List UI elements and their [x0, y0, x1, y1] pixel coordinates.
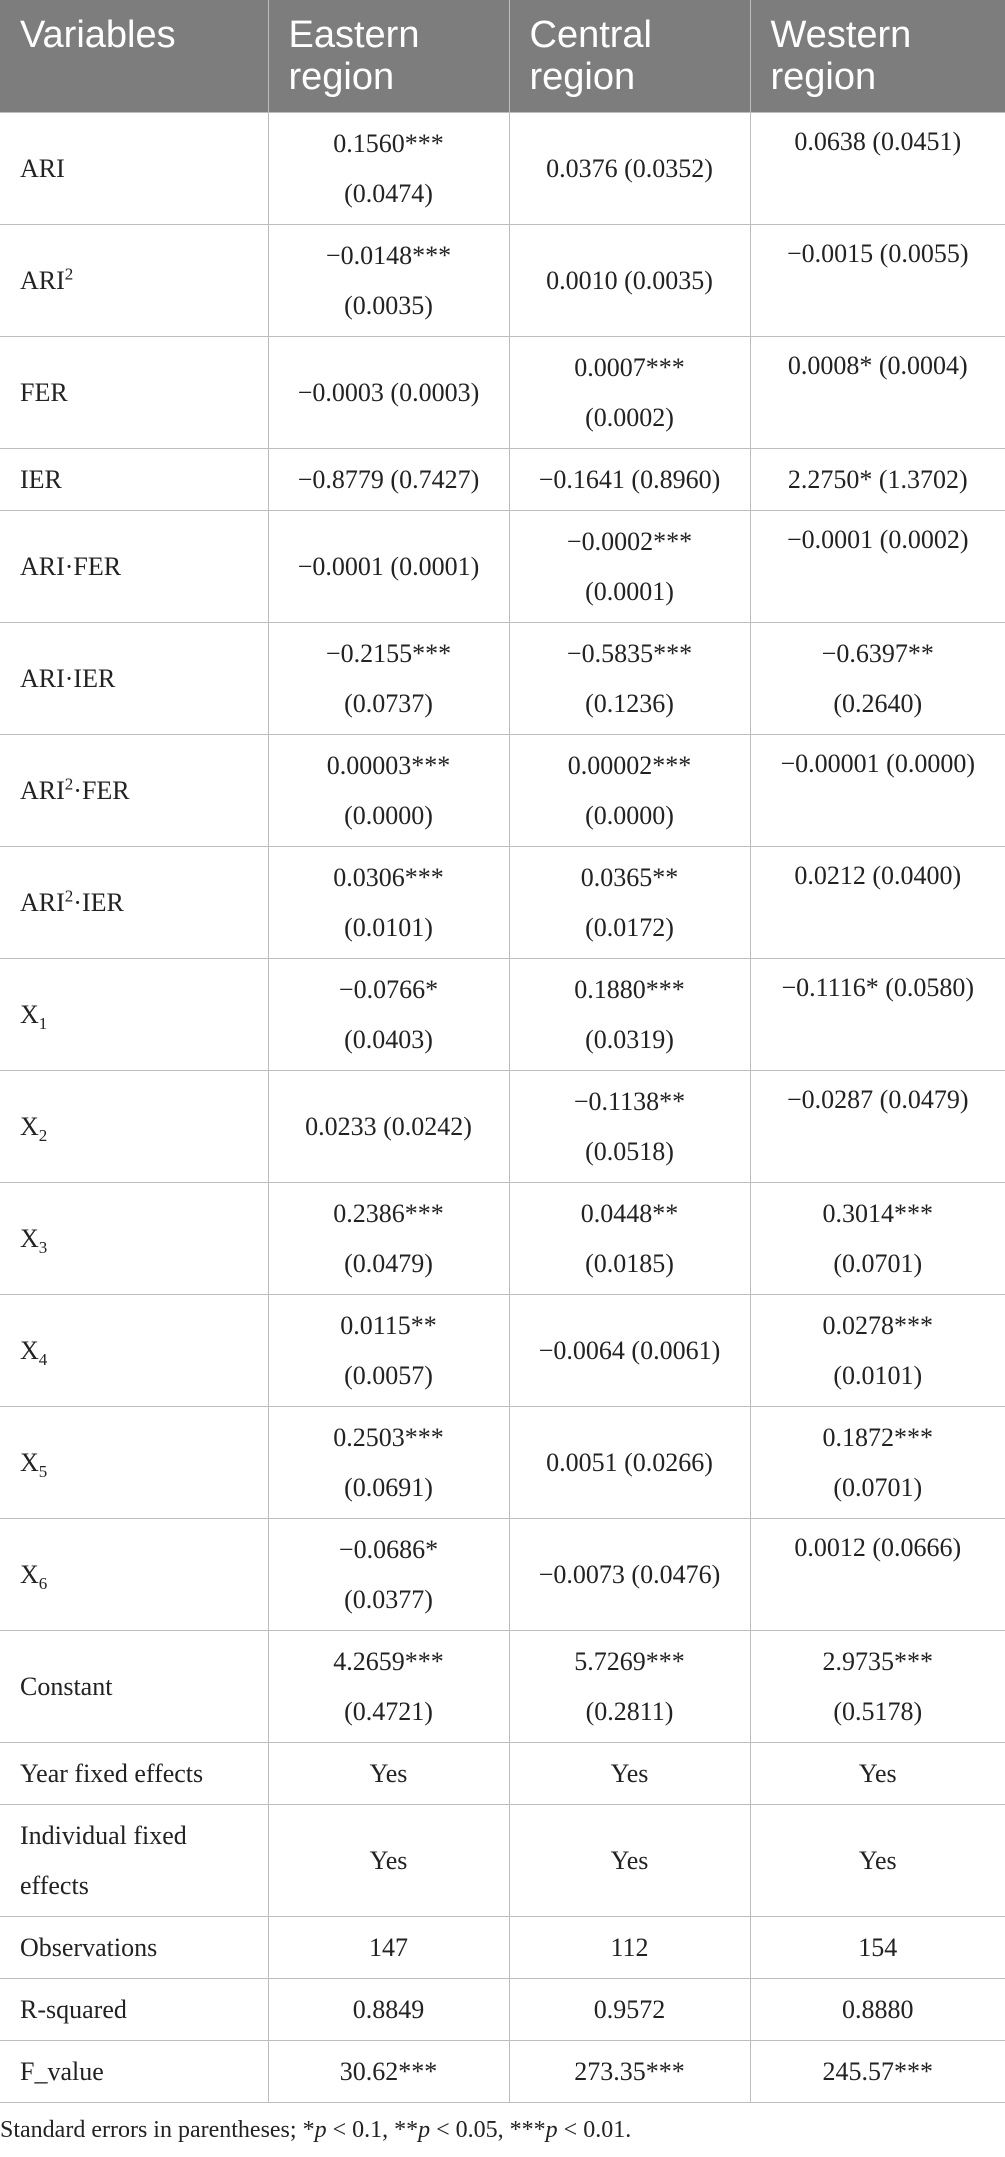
variable-subscript: 5: [38, 1461, 48, 1481]
cell-eastern: [268, 113, 509, 225]
cell-value: 0.0008* (0.0004): [787, 351, 968, 380]
header-row: [0, 0, 1005, 113]
cell-western: [750, 449, 1005, 511]
cell-std-error: (0.0737): [344, 688, 433, 718]
variable-label: [0, 623, 268, 735]
cell-value: 0.1560***: [333, 128, 444, 158]
cell-value: 0.0115**: [340, 1310, 437, 1340]
variable-label: [0, 1407, 268, 1519]
cell-western: [750, 1805, 1005, 1917]
variable-label: [0, 1295, 268, 1407]
cell-value: 0.2503***: [333, 1422, 444, 1452]
variable-subscript: 2: [38, 1125, 48, 1145]
cell-eastern: [268, 623, 509, 735]
cell-eastern: [268, 1979, 509, 2041]
variable-label: [0, 449, 268, 511]
cell-value: 0.0007***: [574, 352, 685, 382]
variable-label: [0, 337, 268, 449]
variable-name: Observations: [20, 1932, 158, 1962]
table-row: [0, 113, 1005, 225]
variable-subscript: 4: [38, 1349, 48, 1369]
cell-std-error: (0.0691): [344, 1472, 433, 1502]
cell-central: [509, 847, 750, 959]
cell-std-error: (0.0000): [344, 800, 433, 830]
cell-value: −0.0686*: [338, 1534, 439, 1564]
header-variables: Variables: [0, 0, 268, 113]
cell-eastern: [268, 225, 509, 337]
variable-name: X: [20, 1223, 39, 1253]
table-row: [0, 337, 1005, 449]
cell-central: [509, 1805, 750, 1917]
variable-subscript: 3: [38, 1237, 48, 1257]
cell-value: 245.57***: [822, 2056, 933, 2086]
variable-name: ARI: [20, 887, 65, 917]
cell-value: 0.1880***: [574, 974, 685, 1004]
cell-western: [750, 1979, 1005, 2041]
cell-value: 0.8849: [352, 1994, 425, 2024]
cell-value: −0.0073 (0.0476): [538, 1559, 721, 1589]
cell-eastern: [268, 511, 509, 623]
cell-central: [509, 1743, 750, 1805]
variable-label: [0, 113, 268, 225]
cell-std-error: (0.0403): [344, 1024, 433, 1054]
cell-std-error: (0.0002): [585, 402, 674, 432]
cell-std-error: (0.0035): [344, 290, 433, 320]
cell-value: −0.1138**: [573, 1086, 686, 1116]
cell-western: [750, 511, 1005, 623]
variable-name: F_value: [20, 2056, 104, 2086]
cell-central: [509, 1917, 750, 1979]
cell-std-error: (0.0701): [833, 1472, 923, 1502]
cell-western: [750, 113, 1005, 225]
variable-label: [0, 1979, 268, 2041]
cell-std-error: (0.0701): [833, 1248, 923, 1278]
cell-central: [509, 1295, 750, 1407]
cell-eastern: [268, 1805, 509, 1917]
variable-label: [0, 225, 268, 337]
variable-name: R-squared: [20, 1994, 127, 2024]
cell-western: [750, 959, 1005, 1071]
cell-value: −0.0001 (0.0001): [297, 551, 480, 581]
cell-central: [509, 1183, 750, 1295]
cell-eastern: [268, 1631, 509, 1743]
cell-eastern: [268, 1519, 509, 1631]
table-row: [0, 511, 1005, 623]
cell-western: [750, 735, 1005, 847]
cell-value: 0.0233 (0.0242): [305, 1111, 472, 1141]
variable-name: ARI: [20, 153, 65, 183]
cell-std-error: (0.0474): [344, 178, 433, 208]
cell-value: −0.8779 (0.7427): [297, 464, 480, 494]
table-row: [0, 1631, 1005, 1743]
cell-central: [509, 735, 750, 847]
cell-value: 30.62***: [339, 2056, 438, 2086]
cell-value: 0.0212 (0.0400): [794, 861, 962, 890]
cell-western: [750, 1631, 1005, 1743]
cell-eastern: [268, 337, 509, 449]
cell-value: 0.0051 (0.0266): [546, 1447, 713, 1477]
cell-value: 2.2750* (1.3702): [787, 464, 968, 494]
variable-subscript: 1: [38, 1013, 48, 1033]
variable-label: [0, 1519, 268, 1631]
cell-std-error: (0.0518): [585, 1136, 674, 1166]
cell-value: 0.0365**: [580, 862, 679, 892]
table-row: [0, 1917, 1005, 1979]
cell-value: Yes: [858, 1758, 897, 1788]
cell-value: 273.35***: [574, 2056, 685, 2086]
cell-value: 0.9572: [593, 1994, 666, 2024]
cell-value: 112: [610, 1932, 649, 1962]
variable-label: [0, 1183, 268, 1295]
cell-western: [750, 1071, 1005, 1183]
table-footnote: Standard errors in parentheses; *p < 0.1, **p < 0.05, ***p < 0.01.: [0, 2117, 632, 2143]
cell-std-error: (0.1236): [585, 688, 674, 718]
variable-name: ARI: [20, 775, 65, 805]
cell-value: 0.00002***: [567, 750, 692, 780]
cell-value: −0.0015 (0.0055): [787, 239, 969, 268]
table-row: [0, 623, 1005, 735]
cell-central: [509, 113, 750, 225]
cell-western: [750, 225, 1005, 337]
cell-value: 0.1872***: [822, 1422, 933, 1452]
variable-name: Individual fixed effects: [20, 1820, 187, 1900]
cell-value: Yes: [369, 1845, 408, 1875]
cell-value: 0.0012 (0.0666): [794, 1533, 962, 1562]
variable-name-tail: ·IER: [73, 887, 124, 917]
cell-eastern: [268, 847, 509, 959]
cell-eastern: [268, 1295, 509, 1407]
table-row: [0, 1071, 1005, 1183]
table-row: [0, 1979, 1005, 2041]
variable-name-tail: ·FER: [73, 775, 130, 805]
variable-label: [0, 847, 268, 959]
cell-value: 0.0376 (0.0352): [546, 153, 713, 183]
cell-western: [750, 1519, 1005, 1631]
cell-central: [509, 1407, 750, 1519]
cell-central: [509, 337, 750, 449]
cell-value: Yes: [610, 1758, 649, 1788]
variable-label: [0, 1805, 268, 1917]
header-western: Western region: [750, 0, 1005, 113]
cell-value: 0.0278***: [822, 1310, 933, 1340]
table-row: [0, 2041, 1005, 2103]
variable-name: Constant: [20, 1671, 113, 1701]
cell-std-error: (0.0479): [344, 1248, 433, 1278]
cell-central: [509, 1631, 750, 1743]
cell-value: 0.3014***: [822, 1198, 933, 1228]
cell-eastern: [268, 449, 509, 511]
cell-value: −0.1116* (0.0580): [781, 973, 975, 1002]
cell-value: −0.0002***: [566, 526, 693, 556]
cell-western: [750, 847, 1005, 959]
cell-std-error: (0.5178): [833, 1696, 923, 1726]
variable-name: ARI: [20, 265, 65, 295]
cell-value: Yes: [858, 1845, 897, 1875]
variable-label: [0, 1631, 268, 1743]
cell-central: [509, 1979, 750, 2041]
variable-label: [0, 735, 268, 847]
cell-std-error: (0.0319): [585, 1024, 674, 1054]
cell-value: 4.2659***: [333, 1646, 444, 1676]
cell-eastern: [268, 2041, 509, 2103]
variable-name: Year fixed effects: [20, 1758, 204, 1788]
cell-value: −0.6397**: [821, 638, 934, 668]
table-row: [0, 1743, 1005, 1805]
variable-superscript: 2: [64, 263, 74, 283]
table-row: [0, 1407, 1005, 1519]
cell-eastern: [268, 735, 509, 847]
cell-western: [750, 1917, 1005, 1979]
cell-eastern: [268, 1183, 509, 1295]
cell-std-error: (0.4721): [344, 1696, 433, 1726]
cell-value: 0.0448**: [580, 1198, 679, 1228]
variable-label: [0, 1071, 268, 1183]
cell-value: −0.0287 (0.0479): [787, 1085, 969, 1114]
cell-std-error: (0.0185): [585, 1248, 674, 1278]
cell-std-error: (0.2811): [585, 1696, 674, 1726]
cell-value: −0.0003 (0.0003): [297, 377, 480, 407]
table-row: [0, 225, 1005, 337]
cell-value: 0.0638 (0.0451): [794, 127, 962, 156]
cell-value: −0.0766*: [338, 974, 439, 1004]
variable-name: FER: [20, 377, 68, 407]
cell-eastern: [268, 1917, 509, 1979]
cell-value: −0.1641 (0.8960): [538, 464, 721, 494]
variable-subscript: 6: [38, 1573, 48, 1593]
cell-western: [750, 2041, 1005, 2103]
table-row: [0, 959, 1005, 1071]
cell-value: 5.7269***: [574, 1646, 685, 1676]
variable-name: ARI·IER: [20, 663, 116, 693]
table-row: [0, 847, 1005, 959]
cell-eastern: [268, 1407, 509, 1519]
cell-western: [750, 1183, 1005, 1295]
cell-value: −0.00001 (0.0000): [780, 749, 975, 778]
table-row: [0, 1183, 1005, 1295]
cell-central: [509, 449, 750, 511]
cell-std-error: (0.0101): [344, 912, 433, 942]
cell-central: [509, 959, 750, 1071]
variable-name: ARI·FER: [20, 551, 122, 581]
cell-eastern: [268, 959, 509, 1071]
cell-value: 0.2386***: [333, 1198, 444, 1228]
variable-name: X: [20, 1559, 39, 1589]
variable-label: [0, 1917, 268, 1979]
table-row: [0, 1295, 1005, 1407]
cell-std-error: (0.2640): [833, 688, 923, 718]
table-row: [0, 1519, 1005, 1631]
cell-western: [750, 623, 1005, 735]
cell-value: −0.0001 (0.0002): [787, 525, 969, 554]
header-eastern: Eastern region: [268, 0, 509, 113]
cell-value: 154: [858, 1932, 898, 1962]
cell-std-error: (0.0172): [585, 912, 674, 942]
cell-value: 0.0010 (0.0035): [546, 265, 713, 295]
cell-value: 0.8880: [842, 1994, 914, 2024]
variable-superscript: 2: [64, 773, 74, 793]
variable-label: [0, 2041, 268, 2103]
cell-value: 2.9735***: [822, 1646, 933, 1676]
variable-name: X: [20, 1335, 39, 1365]
cell-value: Yes: [610, 1845, 649, 1875]
cell-value: 147: [369, 1932, 408, 1962]
variable-name: IER: [20, 464, 62, 494]
variable-label: [0, 511, 268, 623]
cell-central: [509, 623, 750, 735]
cell-central: [509, 1071, 750, 1183]
cell-western: [750, 1295, 1005, 1407]
table-body: [0, 113, 1005, 2103]
cell-central: [509, 225, 750, 337]
cell-western: [750, 1743, 1005, 1805]
variable-superscript: 2: [64, 885, 74, 905]
cell-central: [509, 1519, 750, 1631]
cell-std-error: (0.0000): [585, 800, 674, 830]
cell-value: −0.0064 (0.0061): [538, 1335, 721, 1365]
cell-eastern: [268, 1743, 509, 1805]
cell-std-error: (0.0101): [833, 1360, 923, 1390]
cell-western: [750, 337, 1005, 449]
table-row: [0, 735, 1005, 847]
cell-value: −0.0148***: [325, 240, 452, 270]
cell-value: 0.0306***: [333, 862, 444, 892]
cell-std-error: (0.0377): [344, 1584, 433, 1614]
variable-name: X: [20, 1111, 39, 1141]
table-row: [0, 1805, 1005, 1917]
variable-name: X: [20, 999, 39, 1029]
cell-std-error: (0.0057): [344, 1360, 433, 1390]
table-row: [0, 449, 1005, 511]
variable-label: [0, 959, 268, 1071]
header-central: Central region: [509, 0, 750, 113]
cell-value: Yes: [369, 1758, 408, 1788]
cell-value: 0.00003***: [326, 750, 451, 780]
variable-label: [0, 1743, 268, 1805]
cell-western: [750, 1407, 1005, 1519]
cell-value: −0.2155***: [325, 638, 452, 668]
cell-std-error: (0.0001): [585, 576, 674, 606]
cell-eastern: [268, 1071, 509, 1183]
cell-central: [509, 2041, 750, 2103]
variable-name: X: [20, 1447, 39, 1477]
cell-value: −0.5835***: [566, 638, 693, 668]
cell-central: [509, 511, 750, 623]
